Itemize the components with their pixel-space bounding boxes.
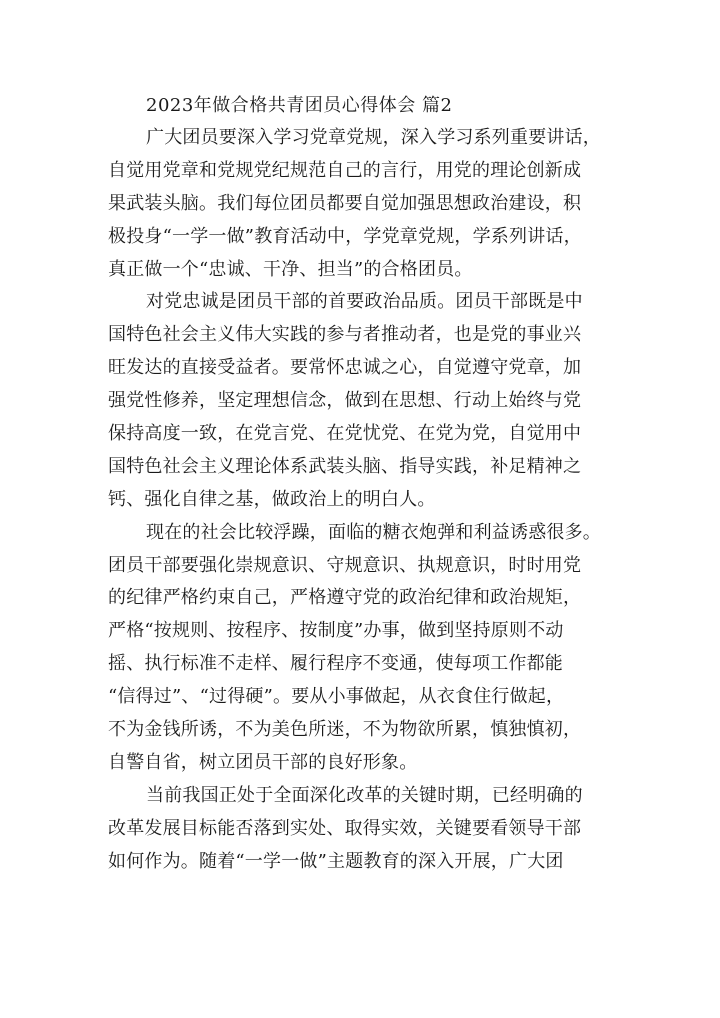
paragraph — [108, 122, 612, 286]
text-line: 摇、执行标准不走样、履行程序不变通，使每项工作都能 — [108, 653, 563, 675]
text-line: 极投身“一学一做”教育活动中，学党章党规，学系列讲话， — [108, 225, 582, 247]
text-line: 现在的社会比较浮躁，面临的糖衣炮弹和利益诱惑很多。 — [146, 521, 601, 543]
text-line: 保持高度一致，在党言党、在党忧党、在党为党，自觉用中 — [108, 423, 582, 445]
text-line: 国特色社会主义伟大实践的参与者推动者，也是党的事业兴 — [108, 324, 582, 346]
paragraph — [108, 286, 612, 516]
text-line: 当前我国正处于全面深化改革的关键时期，已经明确的 — [146, 784, 583, 806]
text-line: 国特色社会主义理论体系武装头脑、指导实践，补足精神之 — [108, 455, 582, 477]
text-line: 广大团员要深入学习党章党规，深入学习系列重要讲话， — [146, 127, 601, 148]
document-title: 2023年做合格共青团员心得体会 篇2 — [146, 95, 453, 116]
text-line: 自警自省，树立团员干部的良好形象。 — [108, 751, 418, 773]
text-line: “信得过”、“过得硬”。要从小事做起，从衣食住行做起， — [108, 686, 565, 708]
text-line: 不为金钱所诱，不为美色所迷，不为物欲所累，慎独慎初， — [108, 719, 582, 741]
text-line: 团员干部要强化崇规意识、守规意识、执规意识，时时用党 — [108, 554, 582, 576]
text-line: 如何作为。随着“一学一做”主题教育的深入开展，广大团 — [108, 850, 564, 872]
text-line: 钙、强化自律之基，做政治上的明白人。 — [108, 488, 436, 510]
paragraph — [108, 517, 612, 780]
text-line: 强党性修养，坚定理想信念，做到在思想、行动上始终与党 — [108, 390, 582, 412]
paragraph — [108, 780, 612, 879]
text-line: 果武装头脑。我们每位团员都要自觉加强思想政治建设，积 — [108, 192, 582, 214]
text-line: 改革发展目标能否落到实处、取得实效，关键要看领导干部 — [108, 817, 582, 839]
document-body — [108, 122, 612, 878]
text-line: 严格“按规则、按程序、按制度”办事，做到坚持原则不动 — [108, 620, 564, 642]
text-line: 对党忠诚是团员干部的首要政治品质。团员干部既是中 — [146, 291, 583, 313]
text-line: 自觉用党章和党规党纪规范自己的言行，用党的理论创新成 — [108, 159, 582, 181]
text-line: 真正做一个“忠诚、干净、担当”的合格团员。 — [108, 258, 473, 280]
text-line: 旺发达的直接受益者。要常怀忠诚之心，自觉遵守党章，加 — [108, 357, 582, 379]
text-line: 的纪律严格约束自己，严格遵守党的政治纪律和政治规矩， — [108, 587, 582, 609]
